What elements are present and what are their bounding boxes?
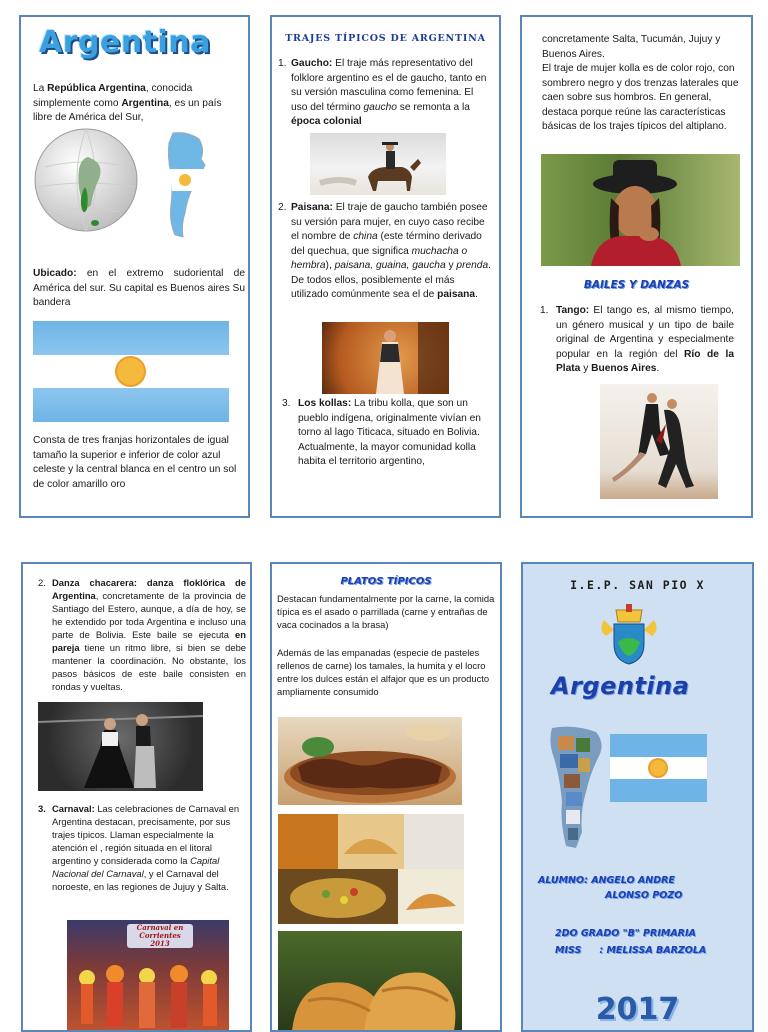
item-label: Gaucho: [291, 58, 333, 69]
intro-text-e: , es un país libre de América del Sur, [33, 97, 222, 123]
list-number: 3. [38, 803, 46, 814]
item-text: ), [325, 260, 335, 271]
list-item [540, 304, 734, 377]
student-name: ANGELO ANDRE [591, 875, 675, 886]
grade-line: 2DO GRADO "B" PRIMARIA [555, 928, 696, 939]
item-label: Tango: [556, 305, 590, 316]
list-number: 2. [278, 202, 287, 213]
item-text: y [580, 363, 592, 374]
list-item [282, 397, 494, 470]
sun-icon [117, 358, 144, 385]
panel-title: Argentina [39, 25, 211, 60]
flag-description: Consta de tres franjas horizontales de igual tamaño la superior e inferior de color azul celeste y la central blanca en el centro un sol de color amarillo oro [33, 435, 237, 490]
teacher-name: MELISSA BARZOLA [606, 945, 707, 956]
item-text-bold: Río de la Plata [556, 348, 734, 374]
teacher-line [555, 945, 706, 956]
food-text-1: Destacan fundamentalmente por la carne, la comida típica es el asado o parrillada (carne y entrañas de vaca cocinados a la brasa) [277, 593, 495, 630]
dances-title: BAILES Y DANZAS [583, 279, 690, 291]
item-text: El traje más representativo del folklore argentino es el de gaucho, tanto en su versión masculina como femenina. El uso del término [291, 58, 487, 113]
item-label: Paisana: [291, 202, 333, 213]
list-item [38, 802, 246, 893]
food-title: PLATOS TÍPICOS [340, 576, 432, 587]
carnival-photo [67, 920, 229, 1032]
item-text-italic: paisana, guaina, gaucha [334, 260, 446, 271]
cover-argentina-flag [610, 734, 707, 802]
item-text: tiene un ritmo libre, si bien se debe mantener la coordinación. No obstante, los pasos básicos de este baile consisten en rondas y vueltas. [52, 642, 246, 692]
gaucho-photo [310, 133, 446, 195]
item-text-bold: Buenos Aires [591, 363, 657, 374]
paisana-photo [322, 322, 449, 394]
item-text: El tango es, al mismo tiempo, un género musical y un tipo de baile original de Argentina y especialmente popular en la región del [556, 305, 734, 360]
cover-title: Argentina [551, 672, 690, 700]
food-text-2: Además de las empanadas (especie de pasteles rellenos de carne) los tamales, la humita y el locro entre los dulces están el alfajor que es un producto ampliamente consumido [277, 647, 490, 697]
item-text-bold: en pareja [52, 629, 246, 653]
carnival-sign-line: 2013 [150, 939, 170, 948]
item-text-bold: época colonial [291, 116, 362, 127]
chacarera-photo [38, 702, 203, 791]
kolla-text: El traje de mujer kolla es de color rojo, con sombrero negro y dos trenzas laterales que caen sobre sus hombros. En general, destaca porque reúne las características básicas de los trajes típicos del altiplano. [542, 63, 739, 132]
kolla-text: concretamente Salta, Tucumán, Jujuy y Buenos Aires. [542, 34, 721, 60]
item-text: El traje de gaucho también posee su versión para mujer, en cuyo caso recibe el nombre de [291, 202, 488, 242]
item-text: (este término derivado del quechua, que significa [291, 231, 482, 257]
tango-photo [600, 384, 718, 499]
item-text-italic: gaucho [363, 101, 397, 113]
year-label: 2017 [595, 992, 680, 1027]
item-text: . [475, 289, 478, 300]
panel-cover [521, 562, 754, 1032]
student-line-1 [538, 875, 675, 886]
kolla-woman-photo [541, 154, 740, 266]
item-text: y [445, 260, 457, 271]
item-label: Los kollas: [298, 398, 352, 409]
location-label: Ubicado: [33, 268, 77, 279]
argentina-collage-map-image [540, 722, 608, 852]
carnival-sign-line: Corrientes [139, 931, 181, 940]
kolla-continued [542, 33, 747, 135]
panel-intro [19, 15, 250, 518]
item-text: , concretamente de la provincia de Santiago del Estero, aunque, a día de hoy, se he extendido por toda Argentina e incluso una parte de Bolivia. Este baile se ejecuta [52, 590, 246, 640]
list-item [278, 201, 492, 303]
item-text-italic: prenda [456, 260, 489, 271]
panel-costumes [270, 15, 501, 518]
intro-text-c: , conocida simplemente como [33, 83, 193, 109]
argentina-map-image [153, 129, 213, 239]
globe-image [33, 127, 139, 233]
item-text: , y el Carnaval del noroeste, en las regiones de Jujuy y Salta. [52, 868, 229, 892]
item-text-bold: paisana [437, 289, 476, 300]
empanadas-photo [278, 931, 462, 1031]
item-text-italic: china [353, 231, 378, 242]
carnival-sign-line: Carnaval en [136, 923, 184, 932]
panel-food [270, 562, 502, 1032]
item-text-italic: muchacha o hembra [291, 245, 468, 271]
intro-text-a: La [33, 83, 48, 94]
teacher-separator: : [599, 945, 604, 956]
school-crest-icon [596, 602, 662, 666]
item-text: . De todos ellos, posiblemente el más utilizado comúnmente sea el de [291, 260, 491, 300]
location-text: en el extremo sudoriental de América del sur. Su capital es Buenos aires Su bandera [33, 268, 245, 308]
panel-more-dances [21, 562, 252, 1032]
teacher-label: MISS [555, 945, 582, 956]
item-text: . [656, 363, 660, 374]
student-label: ALUMNO: [538, 875, 588, 886]
list-number: 1. [278, 58, 287, 69]
sun-icon [650, 760, 666, 776]
list-item [278, 57, 492, 130]
item-text: se remonta a la [396, 101, 470, 113]
student-line-2: ALONSO POZO [605, 890, 683, 901]
item-text: Actualmente, la mayor comunidad kolla habita el territorio argentino, [298, 441, 476, 467]
list-number: 3. [282, 398, 291, 409]
argentina-flag [33, 321, 229, 422]
location-paragraph [33, 267, 245, 311]
food-collage-photo [278, 814, 464, 924]
item-text-italic: Capital Nacional del Carnaval [52, 855, 220, 879]
section-title: TRAJES TÍPICOS DE ARGENTINA [285, 33, 486, 44]
list-number: 1. [540, 305, 549, 316]
intro-paragraph [33, 82, 243, 126]
item-label: Danza chacarera: danza floklórica de Argentina [52, 577, 246, 601]
intro-text-b: República Argentina [47, 83, 146, 94]
item-text: Las celebraciones de Carnaval en Argentina destacan, precisamente, por sus trajes típicos. Llaman especialmente la atención el , región situada en el litoral argentino y considerada como la [52, 803, 240, 866]
item-text: La tribu kolla, que son un pueblo indígena, originalmente vivían en torno al lago Titicaca, situado en Bolivia. [298, 398, 481, 438]
item-label: Carnaval: [52, 803, 95, 814]
list-item [38, 576, 246, 693]
asado-photo [278, 717, 462, 805]
panel-kolla-dances [520, 15, 753, 518]
school-name: I.E.P. SAN PIO X [570, 578, 705, 592]
intro-text-d: Argentina [121, 97, 169, 109]
list-number: 2. [38, 577, 46, 588]
